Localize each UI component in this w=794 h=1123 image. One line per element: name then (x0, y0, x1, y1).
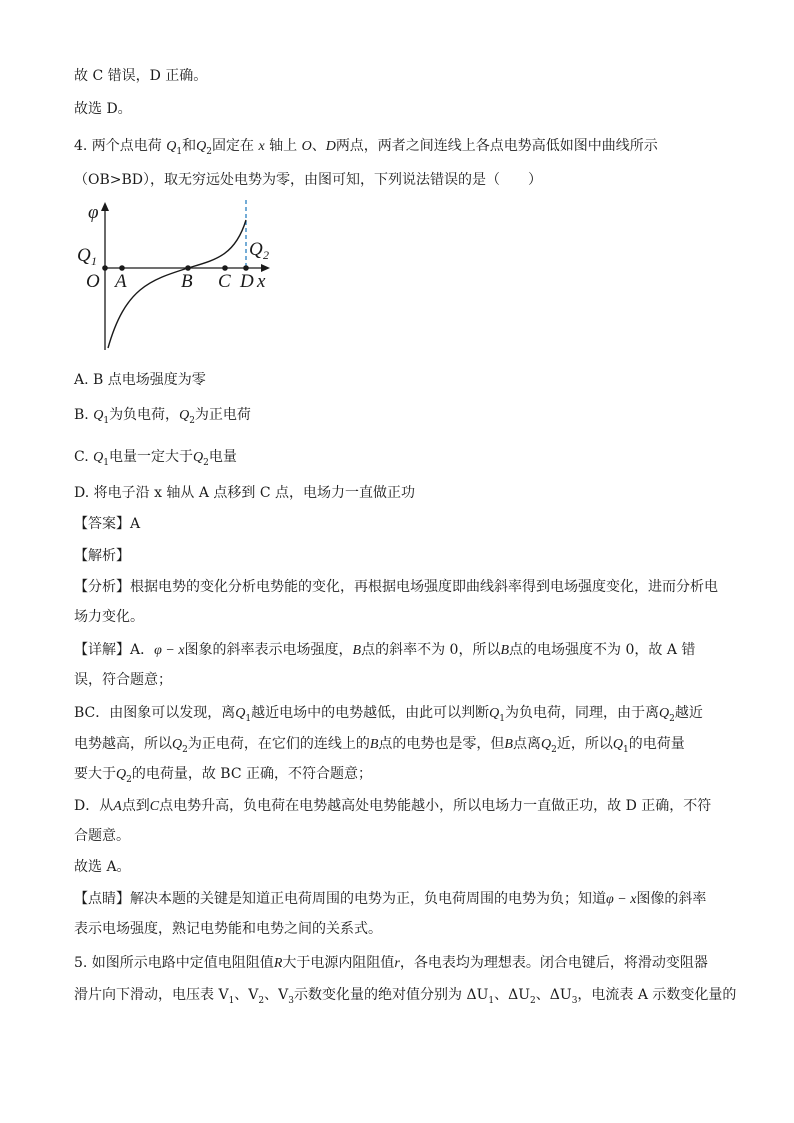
key-point-text: 表示电场强度，熟记电势能和电势之间的关系式。 (74, 921, 382, 937)
label-D: D (240, 271, 254, 292)
analysis-heading: 【解析】 (74, 548, 130, 564)
point-D (243, 265, 249, 271)
label-Q2-sub: 2 (263, 248, 269, 262)
text-line (74, 66, 724, 86)
point-C (222, 265, 228, 271)
analysis-text: 场力变化。 (74, 609, 144, 625)
label-B: B (181, 271, 193, 292)
detail-text: 【详解】A．φ − x图象的斜率表示电场强度，B点的斜率不为 0，所以B点的电场强度不为 0，故 A 错 (74, 642, 696, 658)
potential-graph (70, 198, 280, 356)
text: 故选 D。 (74, 101, 132, 117)
axis-label-phi: φ (88, 202, 99, 223)
label-Q2: Q (249, 239, 263, 260)
label-Q1-sub: 1 (91, 254, 97, 268)
answer: 【答案】A (74, 516, 141, 532)
question-4-stem-cont: （OB>BD），取无穷远处电势为零，由图可知，下列说法错误的是（ ） (74, 172, 543, 188)
label-Q1: Q (77, 245, 91, 266)
label-A: A (115, 271, 127, 292)
option-c: C. $Q_1$电量一定大于$Q_2$电量 (74, 449, 237, 468)
analysis-text: 【分析】根据电势的变化分析电势能的变化，再根据电场强度即曲线斜率得到电场强度变化，进而分析电 (74, 579, 718, 595)
label-O: O (86, 271, 100, 292)
option-b: B. $Q_1$为负电荷，$Q_2$为正电荷 (74, 407, 251, 426)
question-4-stem: 4. 两个点电荷 $Q_1$和$Q_2$固定在 x 轴上 O、D两点，两者之间连线上各点电势高低如图中曲线所示 (74, 138, 658, 157)
question-5-stem: 5. 如图所示电路中定值电阻阻值R大于电源内阻阻值r，各电表均为理想表。闭合电键后，将滑动变阻器 (74, 955, 708, 971)
option-a: A. B 点电场强度为零 (74, 372, 206, 388)
question-5-stem-cont: 滑片向下滑动，电压表 $V_1$、$V_2$、$V_3$示数变化量的绝对值分别为 $\Delta U_1$、$\Delta U_2$、$\Delta U_3$，电流表 A 示数变化量的 (74, 987, 737, 1006)
detail-text: 故选 A。 (74, 859, 131, 875)
text-line (74, 99, 724, 119)
option-d: D. 将电子沿 x 轴从 A 点移到 C 点，电场力一直做正功 (74, 485, 416, 501)
detail-text: 要大于$Q_2$的电荷量，故 BC 正确，不符合题意； (74, 766, 373, 785)
label-C: C (218, 271, 231, 292)
point-A (119, 265, 125, 271)
detail-text: 电势越高，所以$Q_2$为正电荷，在它们的连线上的B点的电势也是零，但B点离$Q_2$近，所以$Q_1$的电荷量 (74, 736, 685, 755)
text: 故 C 错误，D 正确。 (74, 68, 208, 84)
axis-label-x: x (257, 271, 266, 292)
key-point-text: 【点睛】解决本题的关键是知道正电荷周围的电势为正，负电荷周围的电势为负；知道φ − x图像的斜率 (74, 891, 707, 907)
detail-text: BC．由图象可以发现，离$Q_1$越近电场中的电势越低，由此可以判断$Q_1$为负电荷，同理，由于离$Q_2$越近 (74, 705, 703, 724)
point-B (185, 265, 191, 271)
detail-text: 合题意。 (74, 828, 130, 844)
point-O (102, 265, 108, 271)
y-axis-arrow (101, 202, 109, 211)
detail-text: D．从A点到C点电势升高，负电荷在电势越高处电势能越小，所以电场力一直做正功，故 D 正确，不符 (74, 798, 712, 814)
detail-text: 误，符合题意； (74, 672, 172, 688)
